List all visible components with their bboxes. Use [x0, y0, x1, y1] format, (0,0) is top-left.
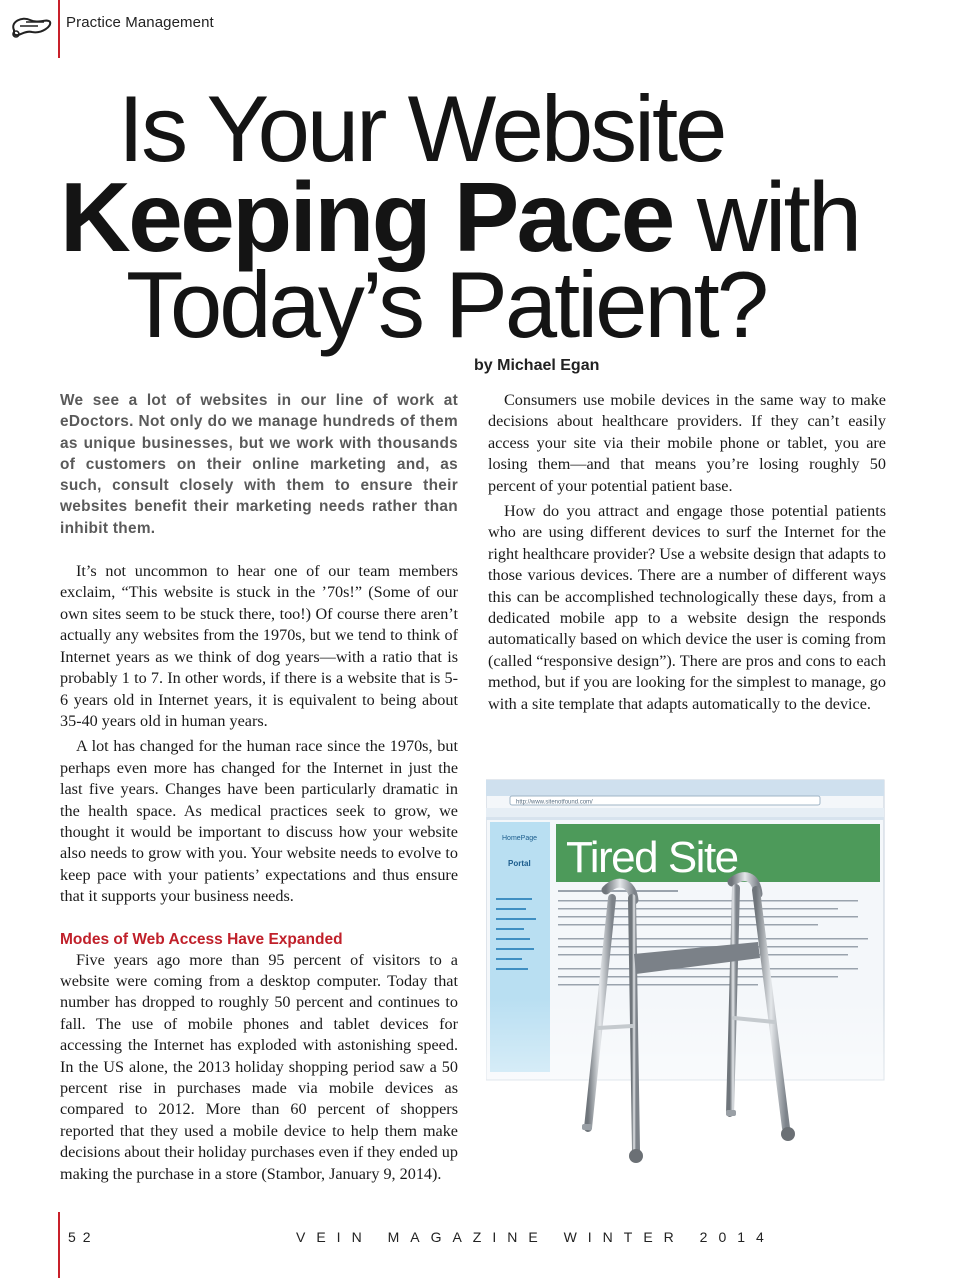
body-paragraph: A lot has changed for the human race since the 1970s, but perhaps even more has changed for the Internet in just the last five years. Changes have been particularly dramatic in the health space. As medical practices seek to grow, we thought it would be important to discuss how your website also needs to grow with you. Your website needs to evolve to keep pace with your patients’ expectations and thus ensure that it supports your business needs. — [60, 737, 458, 906]
title-line-1: Is Your Website — [118, 76, 725, 181]
body-paragraph: Consumers use mobile devices in the same way to make decisions about healthcare providers. If they can’t easily access your site via their mobile phone or tablet, you are losing them—and that means you’re losing roughly 50 percent of your potential patient base. — [488, 391, 886, 495]
title-light-words: with — [672, 162, 860, 272]
top-margin-rule — [58, 0, 60, 58]
magazine-footer: VEIN MAGAZINE WINTER 2014 — [296, 1229, 775, 1245]
body-paragraph: Five years ago more than 95 percent of visitors to a website were coming from a desktop computer. Today that number has dropped to roughly 50 percent and continues to fall. The use of mobile phones and tablet devices for accessing the Internet has exploded with astonishing speed. In the US alone, the 2013 holiday shopping period saw a 50 percent rise in purchases made via mobile devices as compared to 2012. More than 60 percent of shoppers reported that they used a mobile device to help them make decisions about their holiday purchases even if they ended up making the purchase in a store (Stambor, January 9, 2014). — [60, 950, 458, 1183]
right-column — [488, 390, 886, 715]
stethoscope-logo-icon — [8, 12, 52, 42]
section-subhead: Modes of Web Access Have Expanded — [60, 930, 343, 948]
page-number: 52 — [68, 1229, 98, 1245]
byline: by Michael Egan — [474, 357, 600, 374]
section-label: Practice Management — [66, 14, 214, 31]
title-line-3: Today’s Patient? — [126, 252, 767, 357]
bottom-margin-rule — [58, 1212, 60, 1278]
lead-paragraph: We see a lot of websites in our line of work at eDoctors. Not only do we manage hundreds of them as unique businesses, but we work with thousands of customers on their online marketing and, as such, consult closely with them to ensure their websites benefit their marketing needs rather than inhibit them. — [60, 392, 458, 537]
body-paragraph: How do you attract and engage those potential patients who are using different devices to surf the Internet for the right healthcare provider? Use a website design that adapts to those various devices. There are a number of different ways this can be accomplished technologically these days, from a dedicated mobile app to a website design the responds automatically based on which device the user is coming from (called “responsive design”). There are pros and cons to each method, but if you are looking for the simplest to manage, go with a site template that adapts automatically to the device. — [488, 502, 886, 713]
title-bold-words: Keeping Pace — [60, 162, 673, 272]
body-paragraph: It’s not uncommon to hear one of our team members exclaim, “This website is stuck in the ’70s!” (Some of our own sites seem to be stuck there, too!) Of course there aren’t actually any websites from the 1970s, but we tend to think of Internet years as we think of dog years—with a ratio that is probably 1 to 7. In other words, if there is a website that is 5-6 years old in Internet years, it is equivalent to being about 35-40 years old in human years. — [60, 562, 458, 730]
left-column — [60, 390, 458, 1185]
tired-site-walker-illustration — [486, 778, 886, 1178]
